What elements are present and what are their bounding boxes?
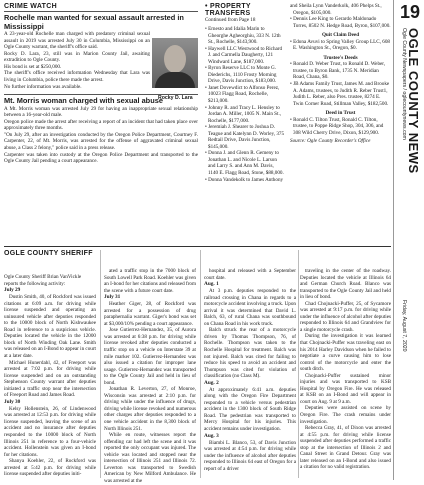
report-paragraph: Rebecca Gray, 41, of Dixon was arrested at 4:55 p.m. for driving while license suspended after deputies performed a traffic stop at the intersection of Illinois 2 and Canal Street in Grand Detour. Gray was later released on an I-Bond and also issued a citation for no valid registration. [300,425,391,471]
property-transfers-col2 [290,3,391,144]
story2-headline: Mt. Morris woman charged with sexual abuse [4,96,163,106]
continued-note: Continued from Page 18 [205,17,256,23]
report-paragraph: Jose Gutierrez-Hernandez, 35, of Aurora was arrested at 6:38 p.m. for driving while license revoked after deputies conducted a traffic stop on a vehicle on Interstate 39 at mile marker 102. Gutierrez-Hernandez was also issued a citation for improper lane usage. Gutierrez-Hernandez was transported to the Ogle County Jail and held in lieu of bond. [104,327,196,386]
photo-caption: Rocky D. Lara [158,95,193,101]
report-paragraph: Balch struck the rear of a motorcycle driven by Thomas Thompson, 76, of Rochelle. Thompson was taken to the Rochelle Hospital for treatment. Balch was not injured. Balch was cited for failing to reduce his speed to avoid an accident and Thompson was cited for violation of classification (no Class M). [204,327,296,380]
report-date-header: July 29 [4,287,21,294]
story2-paragraph: A Mt. Morris woman was arrested July 29 for having an inappropriate sexual relationship between a 16-year-old male. [4,105,198,119]
report-date-header: July 30 [4,398,21,405]
column-rule [200,250,201,478]
story1-headline: Rochelle man wanted for sexual assault arrested in Mississippi [4,13,184,31]
transfer-entry: • Johnny R. and Tracy L. Hensley to Jordan A. Miller, 1005 N. Main St., Rochelle, $177,000. [205,104,282,124]
report-date-header: Aug. 2 [204,379,219,386]
transfer-entry: • Janet Dovewdict to Alfonso Perez, 10023 Flagg Road, Rochelle, $213,000. [205,84,280,105]
sheriff-column-4 [300,268,391,471]
crime-watch-section [4,3,198,165]
publication-meta: Ogle County Newspapers / oglecountynews.com [401,28,407,140]
transfer-entry: • Jeremiah J. Shearer to Joshua D. Teague and Katelynn D. Worley, 375 Redtail Drive, Davis Junction, $145,000. [205,124,285,150]
transfer-entry: • Byron Reserve LLC to Monte G. Diederichs, 1110 Frosty Morning Drive, Davis Junction, $183,000. [205,65,277,85]
sheriff-column-2 [104,268,196,485]
section-header-crime-watch: CRIME WATCH [4,3,57,10]
report-paragraph: At approximately 6:41 a.m. deputies along with the Oregon Fire Department responded to a vehicle versus pedestrian accident in the 1300 block of South Ridge Road. The pedestrian was transported to Mercy Hospital for his injuries. This accident remains under investigation. [204,386,296,433]
publication-name: OGLE COUNTY NEWS [406,28,421,174]
report-paragraph: While en route, witnesses report the offending car had left the scene and it was reported the only occupant was injured. The vehicle was located and stopped near the intersection of Illinois 251 and Illinois 72. Leverton was transported to Swedish American by New Milford Ambulance. He was arrested at the [104,432,196,484]
publication-date: Friday, August 7, 2020 [401,300,407,352]
page-number: 19 [399,2,421,22]
page-sidebar [393,0,424,480]
report-paragraph: Chad Chojnacki-Puffer, 25, of Sycamore was arrested at 9:17 p.m. for driving while under the influence of alcohol after deputies responded to Illinois 64 and Grandview for a single motorcycle crash. [300,300,391,333]
transfer-entry: and Sheila Lynn Vanderkolk, 406 Phelps St., Oregon, $105,000. [290,3,382,16]
transfer-entry: • Ronald C. Tilton Trust, Ronald C. Tilton, trustee, to Poppe Ridge Shop, 304, 306, and 308 Wild Cherry Drive, Dixon, $129,900. [290,116,384,136]
subheader-trustee: Trustee's Deeds [323,54,358,61]
story2-paragraph: Carpenter was taken into custody at the Oregon Police Department and transported to the Ogle County Jail pending a court appearance. [4,151,198,165]
section-rule [4,11,198,12]
story1-body [4,31,150,90]
mugshot-photo [152,38,198,88]
report-paragraph: traveling in the center of the roadway. Deputies located the vehicle at Illinois 64 and German Church Road. Blanco was transported to the Ogle County Jail and held in lieu of bond. [300,268,391,301]
sheriff-column-1 [4,274,96,478]
section-header-property-transfers: • PROPERTY TRANSFERS [205,3,251,17]
story2-paragraph: "On July 29, after an investigation conducted by the Oregon Police Department, Courtney F. Carpenter, 22, of Mt. Morris, was arrested for the offense of aggravated criminal sexual abuse, a Class 2 felony," police said in a press release. [4,131,198,151]
sheriff-intro: Ogle County Sheriff Brian VanVickle reports the following activity: [4,274,82,287]
mugshot-shoulders [155,72,195,88]
transfer-entry: • Ronald D. Weber Trust, to Ronald D. Weber, trustee, to Byron Bank, 1735 N. Meridian Road, Chana, $0. [290,61,386,81]
report-paragraph: During the investigation it was learned that Chojnacki-Puffer was traveling east on his 2014 Harley Davidson when he failed to negotiate a curve causing him to lose control of the motorcycle and enter the south ditch. [300,333,391,373]
section-separator [4,246,391,247]
transfer-entry: • Donna J. and Glenn R. Gemeny to Jonathan L. and Nicole L. Larson and Larry S. and Ann M. Davis, 1140 E. Flagg Road, Stone, $88,000. [205,150,284,177]
transfer-entry: • JB Adams Family Trust, James M. and Brooke A. Adams, trustees, to Judith R. Reber Trust1, Judith L. Reber, also Pres. trustee, 8274 E. Twin Corner Road, Stillman Valley, $182,500. [290,81,390,107]
property-transfers-col1 [205,3,285,183]
report-paragraph: At 3 p.m. deputies responded to the railroad crossing in Chana in regards to a motorcycle accident involving a truck. Upon arrival it was determined that David L. Balch, 63, of rural Chana was southbound on Chana Road in his work truck. [204,288,296,327]
transfer-entry: • Ernesto and Idalia Marin to Gheorghe Agheorghiu, 333 N. 12th St., Rochelle, $143,900. [205,26,281,46]
story2-paragraph: Oregon police made the arrest after receiving a report of an incident that had taken place over approximately three months. [4,118,198,132]
story1-paragraph: A 23-year-old Rochelle man charged with predatory criminal sexual assault in 2019 was arrested July 30 in Columbia, Mississippi on an Ogle County warrant, the sheriff's office said. [4,31,150,51]
sheriff-column-3 [204,268,296,472]
story1-paragraph: His bond is set at $250,000. [4,63,62,70]
mugshot-face [164,45,186,73]
subheader-quit-claim: Quit Claim Deed [321,32,360,39]
report-paragraph: Michael Hunerdahl, 42, of Freeport was arrested at 7:02 p.m. for driving while license suspended and on an outstanding Stephenson County warrant after deputies initiated a traffic stop near the intersection of Freeport Road and James Road. [4,359,96,399]
report-paragraph: Deputies were assisted on scene by Oregon Fire. The crash remains under investigation. [300,405,391,425]
story1-paragraph: The sheriff's office received information Wednesday that Lara was living in Columbia, police there made the arrest. [4,70,150,84]
report-paragraph: Heather Giger, 28, of Rockford was arrested for a possession of drug paraphernalia warrant. Giger's bond was set at $3,000/10% pending a court appearance. [104,301,196,327]
report-paragraph: Jonathan R. Leverton, 27, of Monroe, Wisconsin was arrested at 2:10 p.m. for driving while under the influence of drugs, driving while license revoked and numerous other charges after deputies responded to a one vehicle accident in the 8,300 block of North Illinois 251. [104,386,196,432]
report-paragraph: Dustin Smith, 40, of Rockford was issued citations at 6:09 a.m. for driving while license suspended and operating an uninsured vehicle after deputies responded to the 10000 block of North Kishwaukee Road in reference to a suspicious vehicle. Deputies located the vehicle in the 12000 block of North Winding Oak Lane. Smith was released on an I-Bond to appear in court at a later date. [4,294,96,360]
report-paragraph: ated a traffic stop in the 7000 block of South Lowell Park Road. Koehler was given an I-bond for her citations and released from the scene with a future court date. [104,268,196,294]
report-date-header: Aug. 1 [204,281,219,288]
report-date-header: July 31 [104,294,121,301]
source-note: Source: Ogle County Recorder's Office [290,138,371,145]
subheader-deed-in-trust: Deed in Trust [325,110,356,117]
column-rule [100,250,101,478]
story1-paragraph: Rocky D. Lara, 23, still was in Marion County Jail, awaiting extradition to Ogle County. [4,50,150,64]
report-paragraph: hospital and released with a September court date. [204,268,296,281]
transfer-entry: • Donna Vandekolk to James Anthony [205,176,284,183]
story1-paragraph: No further information was available. [4,83,82,90]
report-paragraph: Chojnacki-Puffer sustained minor injuries and was transported to KSB Hospital by Oregon Fire. He was released at KSB on an I-Bond and will appear in court on Aug. 9 at 9 a.m. [300,372,391,405]
transfer-entry: • Edona Avuvi to Spring Valley Group LLC, 608 E. Washington St., Oregon, $0. [290,38,390,52]
column-rule [298,250,299,478]
report-paragraph: Kelsy Hollenstein, 26, of Lindenwood was arrested at 12:53 p.m. for driving while license suspended, leaving the scene of an accident and no insurance after deputies responded to the 10000 block of North Illinois 251 in reference to a four-vehicle accident. Hollenstein was given an I-bond for her citations. [4,405,96,458]
section-header-sheriff: OGLE COUNTY SHERIFF [4,250,93,257]
report-date-header: Aug. 3 [204,432,219,439]
report-paragraph: Biambi L. Blanco, 53, of Davis Junction was arrested at 4:54 p.m. for driving while under the influence of alcohol after deputies responded to Illinois 64 east of Oregon for a report of a driver [204,439,296,472]
transfer-entry: • Haywell LLC Westwood to Richard J. and Carmella Daugherty, 121 Windward Lane, $187,000. [205,45,283,65]
report-paragraph: Shanya Koehler, 22, of Rockford was arrested at 5:42 p.m. for driving while license suspended after deputies initi- [4,458,96,478]
transfer-entry: • Dennis Lee King to Gerardo Maldonado Torres, 8502 N. Hedge Road, Byron, $107,000. [290,16,391,29]
story2 [4,94,198,165]
